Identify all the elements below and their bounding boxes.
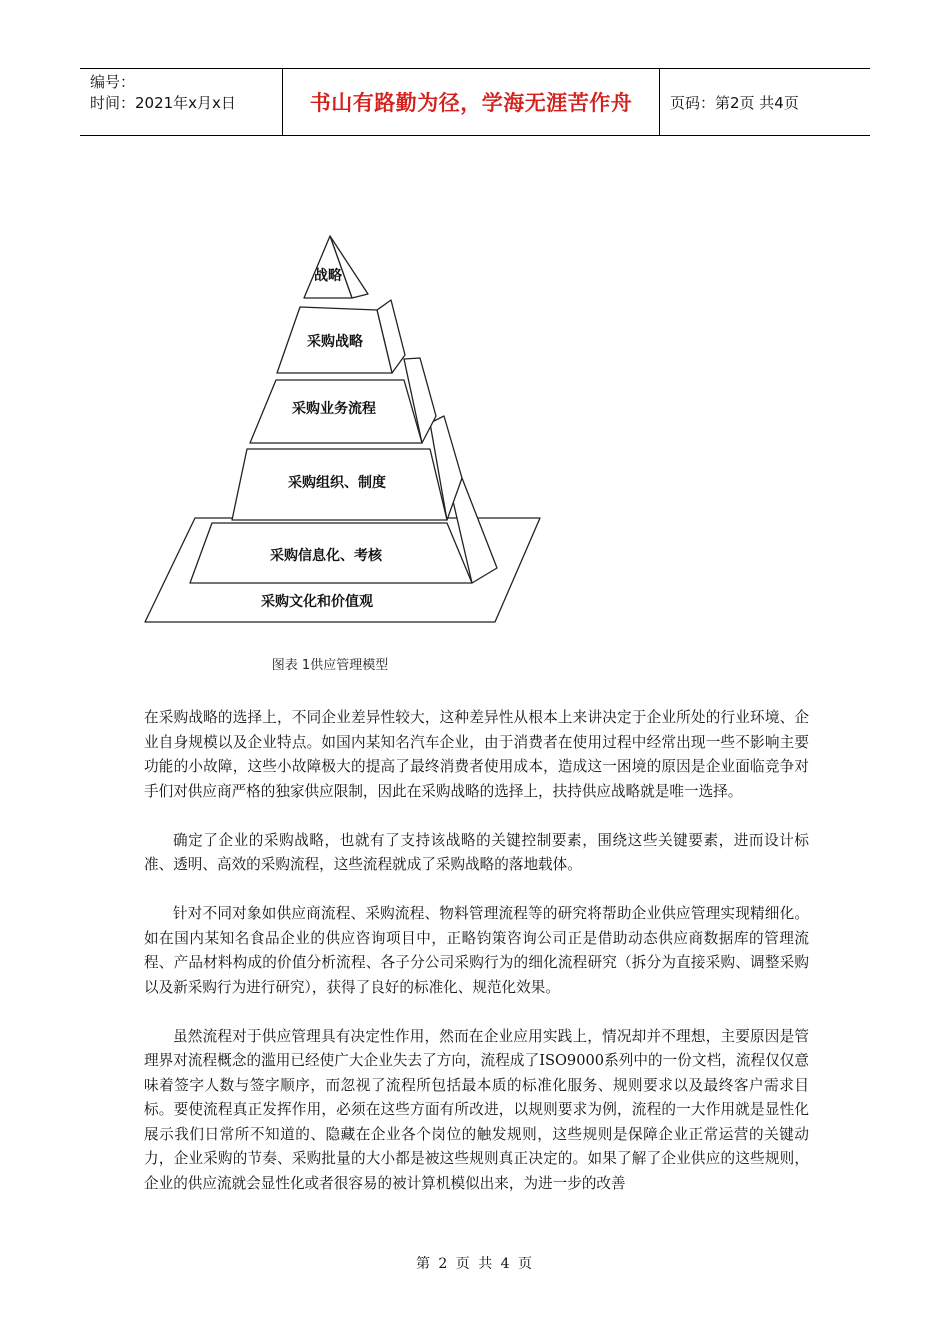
header-motto: 书山有路勤为径，学海无涯苦作舟	[283, 69, 660, 135]
number-label: 编号：	[90, 73, 136, 91]
header-page-info: 页码：第2页 共4页	[670, 93, 799, 112]
page-header	[80, 68, 870, 136]
figure-caption: 图表 1供应管理模型	[271, 658, 389, 673]
pyramid-label-6: 采购文化和价值观	[261, 594, 373, 610]
paragraph-4: 虽然流程对于供应管理具有决定性作用，然而在企业应用实践上，情况却并不理想，主要原因是管理界对流程概念的滥用已经使广大企业失去了方向，流程成了ISO9000系列中的一份文档，流程仅仅意味着签字人数与签字顺序，而忽视了流程所包括最本质的标准化服务、规则要求以及最终客户需求目标。要使流程真正发挥作用，必须在这些方面有所改进，以规则要求为例，流程的一大作用就是显性化展示我们日常所不知道的、隐藏在企业各个岗位的触发规则，这些规则是保障企业正常运营的关键动力，企业采购的节奏、采购批量的大小都是被这些规则真正决定的。如果了解了企业供应的这些规则，企业的供应流就会显性化或者很容易的被计算机模似出来，为进一步的改善	[144, 1027, 809, 1192]
body-text	[144, 706, 809, 1221]
paragraph-3: 针对不同对象如供应商流程、采购流程、物料管理流程等的研究将帮助企业供应管理实现精细化。如在国内某知名食品企业的供应咨询项目中，正略钧策咨询公司正是借助动态供应商数据库的管理流程、产品材料构成的价值分析流程、各子分公司采购行为的细化流程研究（拆分为直接采购、调整采购以及新采购行为进行研究），获得了良好的标准化、规范化效果。	[144, 905, 809, 996]
pyramid-label-3: 采购业务流程	[292, 401, 376, 417]
pyramid-label-2: 采购战略	[307, 334, 363, 350]
supply-management-pyramid	[140, 230, 550, 630]
header-left-cell	[80, 69, 283, 135]
pyramid-label-1: 战略	[314, 268, 342, 284]
time-label: 时间：2021年x月x日	[90, 94, 236, 112]
pyramid-label-5: 采购信息化、考核	[270, 548, 382, 564]
paragraph-2: 确定了企业的采购战略，也就有了支持该战略的关键控制要素，围绕这些关键要素，进而设计标准、透明、高效的采购流程，这些流程就成了采购战略的落地载体。	[144, 831, 809, 873]
pyramid-label-4: 采购组织、制度	[288, 475, 386, 491]
paragraph-1: 在采购战略的选择上，不同企业差异性较大，这种差异性从根本上来讲决定于企业所处的行业环境、企业自身规模以及企业特点。如国内某知名汽车企业，由于消费者在使用过程中经常出现一些不影响主要功能的小故障，这些小故障极大的提高了最终消费者使用成本，造成这一困境的原因是企业面临竞争对手们对供应商严格的独家供应限制，因此在采购战略的选择上，扶持供应战略就是唯一选择。	[144, 709, 809, 800]
page-footer: 第 2 页 共 4 页	[415, 1256, 535, 1272]
